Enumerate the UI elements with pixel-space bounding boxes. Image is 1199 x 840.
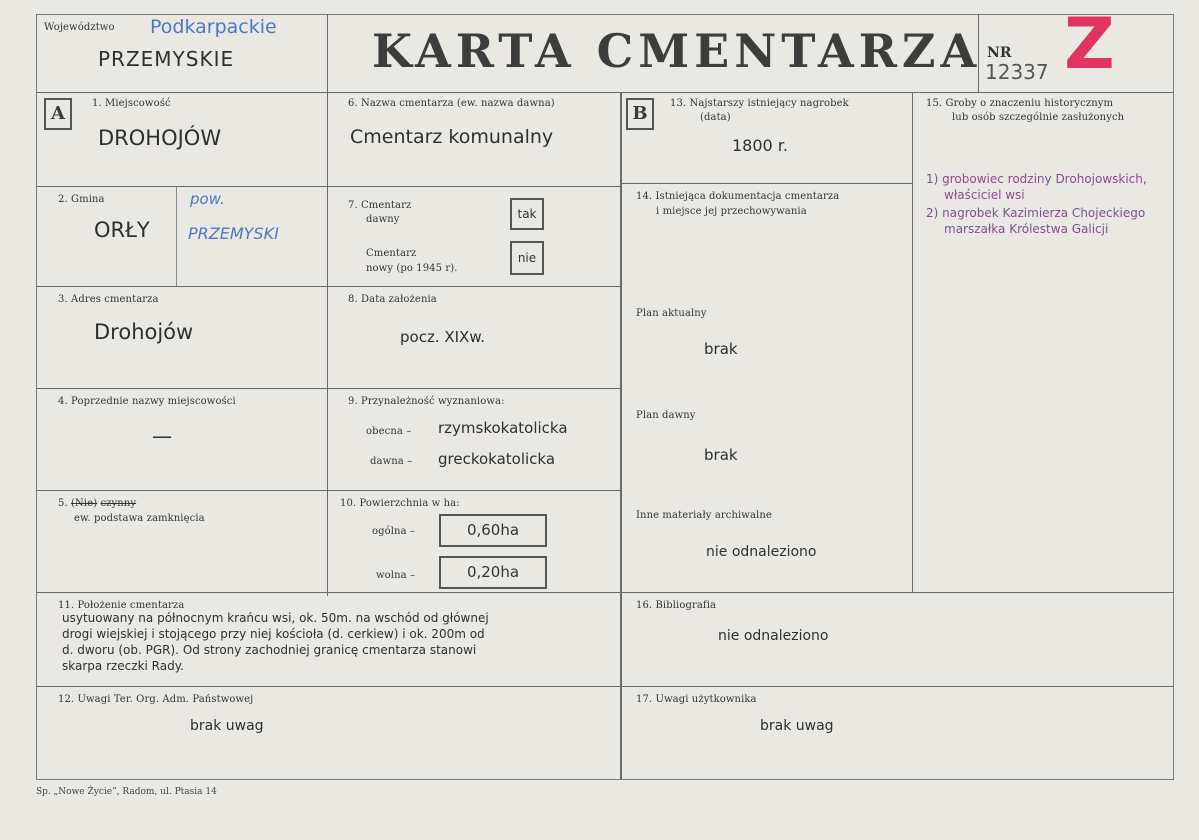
field-3-label: 3. Adres cmentarza [58,294,159,305]
field-3-value: Drohojów [94,320,194,344]
divider [620,92,622,780]
divider [176,186,177,286]
field-8-label: 8. Data założenia [348,294,437,305]
divider [36,286,620,287]
field-5-label-2: ew. podstawa zamknięcia [74,513,205,524]
field-11-line-4: skarpa rzeczki Rady. [62,659,184,673]
voivodeship-label: Województwo [44,22,115,33]
card-title: KARTA CMENTARZA [372,24,982,78]
field-13-value: 1800 r. [732,136,788,155]
divider [36,686,1174,687]
field-9-dawna-label: dawna – [370,456,413,467]
field-16-label: 16. Bibliografia [636,600,717,611]
field-7-label: 7. Cmentarz [348,200,412,211]
printer-imprint: Sp. „Nowe Życie”, Radom, ul. Ptasia 14 [36,787,217,797]
divider [36,92,1174,93]
field-7-dawny-box: tak [510,198,544,230]
field-10-ogolna-label: ogólna – [372,526,416,537]
field-2-note-name: PRZEMYSKI [188,224,279,243]
field-15-line-3: 2) nagrobek Kazimierza Chojeckiego [926,206,1146,220]
plan-aktualny-label: Plan aktualny [636,308,707,319]
nr-label: NR [987,45,1012,61]
inne-materialy-label: Inne materiały archiwalne [636,510,772,521]
divider [36,592,1174,593]
divider [327,14,328,596]
field-2-label: 2. Gmina [58,194,105,205]
field-14-label-2: i miejsce jej przechowywania [656,206,807,217]
field-15-line-4: marszałka Królestwa Galicji [944,222,1109,236]
field-6-label: 6. Nazwa cmentarza (ew. nazwa dawna) [348,98,555,109]
divider [36,388,620,389]
field-9-obecna-value: rzymskokatolicka [438,419,568,437]
field-15-label-1: 15. Groby o znaczeniu historycznym [926,98,1114,109]
field-11-label: 11. Położenie cmentarza [58,600,185,611]
field-13-label-2: (data) [700,112,731,123]
field-5-label: 5. (Nie) czynny [58,498,137,509]
field-15-line-1: 1) grobowiec rodziny Drohojowskich, [926,172,1147,186]
voivodeship-value: PRZEMYSKIE [98,47,235,71]
field-11-line-3: d. dworu (ob. PGR). Od strony zachodniej granicę cmentarza stanowi [62,643,477,657]
field-10-wolna-box: 0,20ha [439,556,547,589]
field-1-label: 1. Miejscowość [92,98,171,109]
divider [620,183,912,184]
field-8-value: pocz. XIXw. [400,328,485,346]
field-10-label: 10. Powierzchnia w ha: [340,498,460,509]
field-4-label: 4. Poprzednie nazwy miejscowości [58,396,236,407]
field-9-label: 9. Przynależność wyznaniowa: [348,396,505,407]
plan-aktualny-value: brak [704,340,738,358]
voivodeship-stamp: Podkarpackie [150,16,277,38]
section-a-badge: A [44,98,72,130]
nr-value: 12337 [985,60,1049,84]
field-9-obecna-label: obecna – [366,426,412,437]
plan-dawny-value: brak [704,446,738,464]
plan-dawny-label: Plan dawny [636,410,696,421]
divider [36,186,620,187]
field-7-nowy-2: nowy (po 1945 r). [366,263,458,274]
field-1-value: DROHOJÓW [98,126,222,150]
section-b-badge: B [626,98,654,130]
field-2-value: ORŁY [94,218,150,242]
inne-materialy-value: nie odnaleziono [706,544,817,560]
field-17-label: 17. Uwagi użytkownika [636,694,757,705]
field-13-label-1: 13. Najstarszy istniejący nagrobek [670,98,849,109]
field-11-line-1: usytuowany na północnym krańcu wsi, ok. 50m. na wschód od głównej [62,611,489,625]
nr-mark: Z [1064,3,1115,85]
field-4-value: — [152,424,172,448]
field-10-ogolna-box: 0,60ha [439,514,547,547]
field-7-nowy-box: nie [510,241,544,275]
field-17-value: brak uwag [760,718,834,734]
field-15-label-2: lub osób szczególnie zasłużonych [952,112,1125,123]
field-16-value: nie odnaleziono [718,628,829,644]
field-14-label-1: 14. Istniejąca dokumentacja cmentarza [636,191,840,202]
field-11-line-2: drogi wiejskiej i stojącego przy niej kościoła (d. cerkiew) i ok. 200m od [62,627,485,641]
field-15-line-2: właściciel wsi [944,188,1025,202]
field-12-value: brak uwag [190,718,264,734]
divider [912,92,913,592]
divider [36,490,620,491]
field-12-label: 12. Uwagi Ter. Org. Adm. Państwowej [58,694,254,705]
field-9-dawna-value: greckokatolicka [438,450,556,468]
field-2-note-district: pow. [190,190,225,208]
field-7-nowy-1: Cmentarz [366,248,417,259]
field-7-dawny: dawny [366,214,400,225]
field-10-wolna-label: wolna – [376,570,416,581]
field-6-value: Cmentarz komunalny [350,126,554,148]
